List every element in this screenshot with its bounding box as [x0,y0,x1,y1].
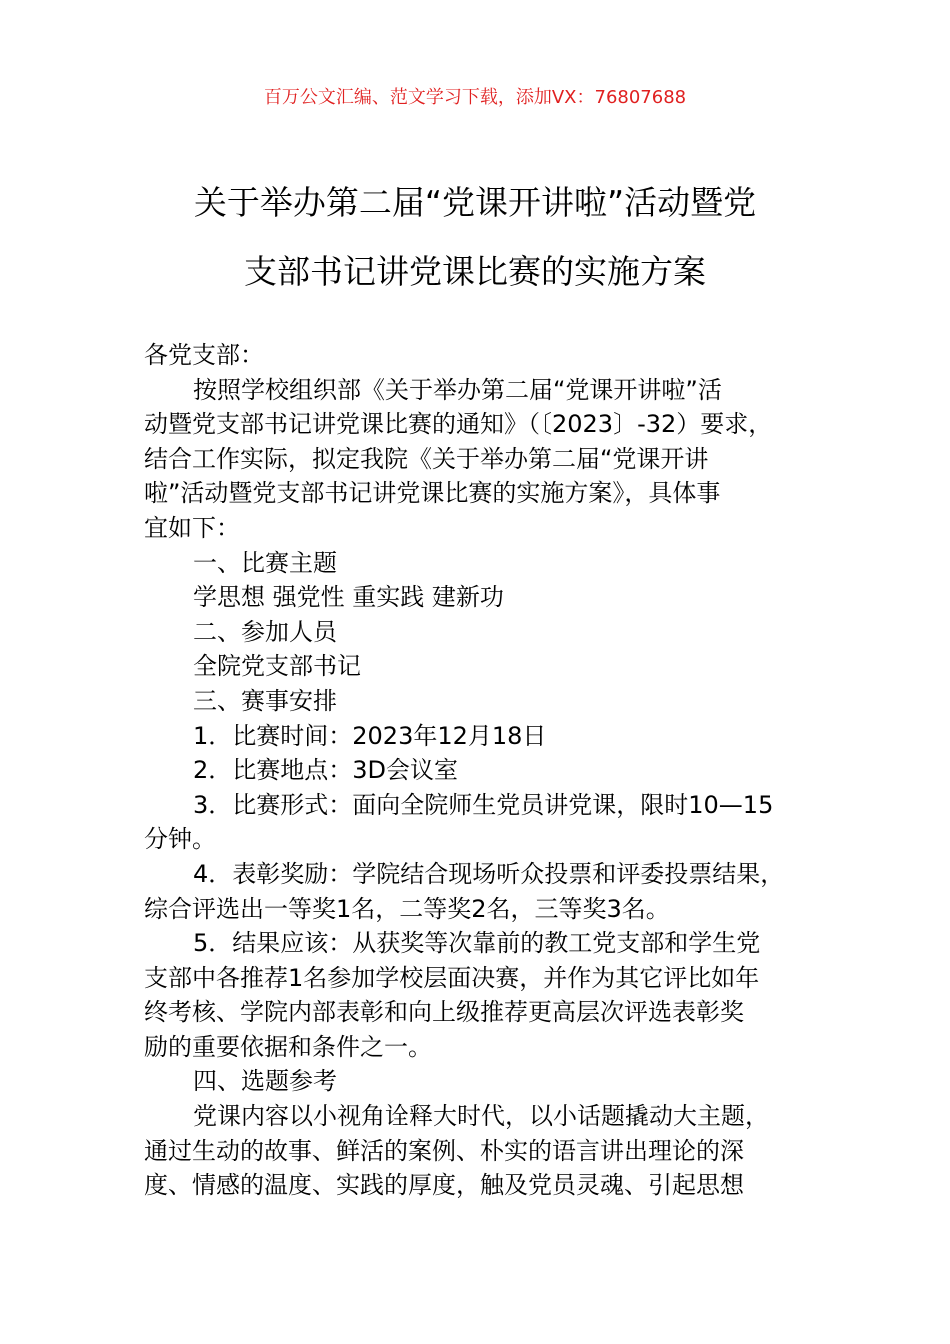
list-item: 2．比赛地点：3D会议室 [193,756,459,785]
paragraph-line: 励的重要依据和条件之一。 [144,1032,432,1061]
section-heading: 二、参加人员 [193,617,337,646]
paragraph-line: 宜如下： [144,513,240,542]
document-title-line-1: 关于举办第二届“党课开讲啦”活动暨党 [193,183,757,222]
paragraph-line: 学思想 强党性 重实践 建新功 [193,583,504,612]
paragraph-line: 动暨党支部书记讲党课比赛的通知》（〔2023〕-32）要求， [144,410,773,439]
section-heading: 四、选题参考 [193,1067,337,1096]
paragraph-line: 通过生动的故事、鲜活的案例、朴实的语言讲出理论的深 [144,1136,744,1165]
section-heading: 一、比赛主题 [193,548,337,577]
paragraph-line: 分钟。 [144,825,216,854]
paragraph-line: 支部中各推荐1名参加学校层面决赛，并作为其它评比如年 [144,963,760,992]
paragraph-line: 全院党支部书记 [193,652,361,681]
paragraph-line: 结合工作实际，拟定我院《关于举办第二届“党课开讲 [144,444,709,473]
section-heading: 三、赛事安排 [193,686,337,715]
document-title-line-2: 支部书记讲党课比赛的实施方案 [244,252,706,291]
salutation: 各党支部： [144,341,264,369]
header-watermark-note: 百万公文汇编、范文学习下载，添加VX：76807688 [263,87,687,108]
paragraph-line: 啦”活动暨党支部书记讲党课比赛的实施方案》，具体事 [144,479,721,508]
paragraph-line: 终考核、学院内部表彰和向上级推荐更高层次评选表彰奖 [144,998,744,1027]
document-body [144,338,834,1203]
list-item: 5．结果应该：从获奖等次靠前的教工党支部和学生党 [193,929,761,958]
paragraph-line: 按照学校组织部《关于举办第二届“党课开讲啦”活 [193,375,722,404]
list-item: 4．表彰奖励：学院结合现场听众投票和评委投票结果， [193,859,785,888]
paragraph-line: 综合评选出一等奖1名，二等奖2名，三等奖3名。 [144,894,670,923]
list-item: 3．比赛形式：面向全院师生党员讲党课，限时10—15 [193,790,774,819]
list-item: 1．比赛时间：2023年12月18日 [193,721,547,750]
paragraph-line: 度、情感的温度、实践的厚度，触及党员灵魂、引起思想 [144,1171,744,1200]
paragraph-line: 党课内容以小视角诠释大时代，以小话题撬动大主题， [193,1102,769,1131]
